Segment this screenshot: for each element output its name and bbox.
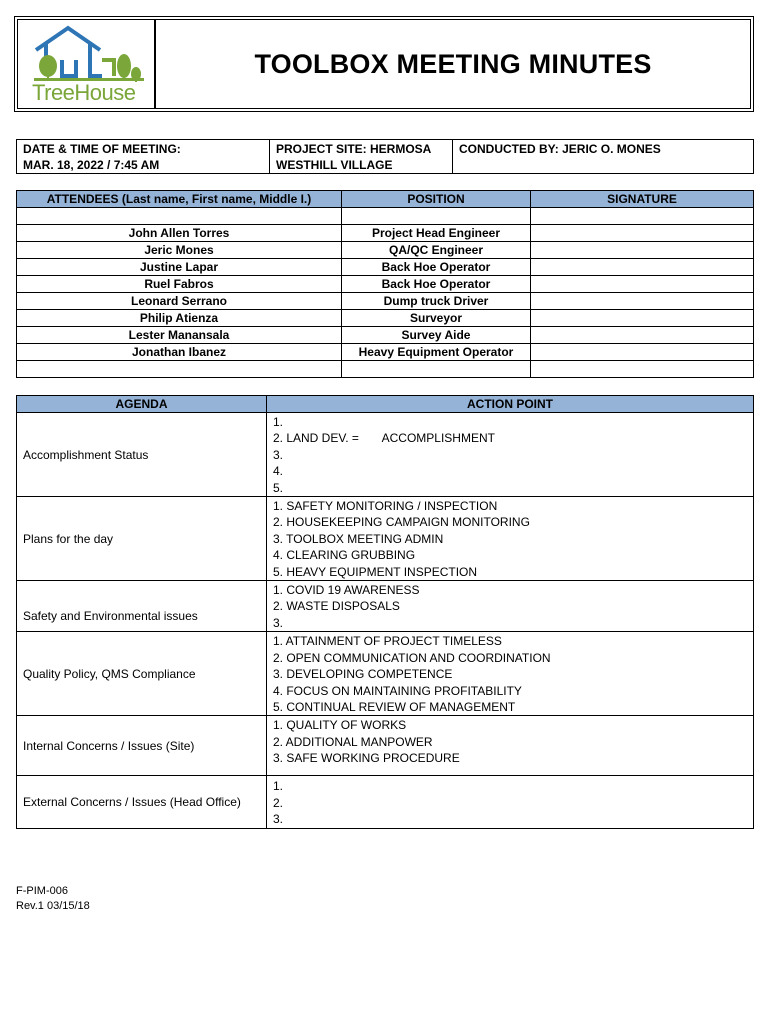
attendee-signature (531, 225, 754, 242)
action-point: 3. (273, 447, 284, 462)
action-point: 5. CONTINUAL REVIEW OF MANAGEMENT (273, 699, 516, 714)
action-points (267, 497, 754, 581)
action-point: 5. (273, 480, 284, 495)
attendee-name (17, 208, 342, 225)
attendee-signature (531, 344, 754, 361)
attendee-position: Surveyor (342, 310, 531, 327)
agenda-item: Internal Concerns / Issues (Site) (17, 716, 267, 776)
action-point: 3. (273, 812, 284, 827)
attendee-signature (531, 242, 754, 259)
action-point: 3. TOOLBOX MEETING ADMIN (273, 531, 444, 546)
attendee-position: Project Head Engineer (342, 225, 531, 242)
attendee-position: QA/QC Engineer (342, 242, 531, 259)
attendee-name: Lester Manansala (17, 327, 342, 344)
action-point: 2. HOUSEKEEPING CAMPAIGN MONITORING (273, 515, 530, 530)
action-point: 2. WASTE DISPOSALS (273, 599, 400, 614)
date-label: DATE & TIME OF MEETING: (23, 142, 181, 156)
meeting-info-table (16, 139, 754, 174)
action-point: 3. DEVELOPING COMPETENCE (273, 667, 453, 682)
action-points (267, 581, 754, 632)
action-points (267, 632, 754, 716)
date-value: MAR. 18, 2022 / 7:45 AM (23, 158, 160, 172)
attendees-header-row (17, 191, 754, 208)
attendee-signature (531, 259, 754, 276)
attendee-position: Heavy Equipment Operator (342, 344, 531, 361)
action-point: 3. SAFE WORKING PROCEDURE (273, 751, 460, 766)
position-header: POSITION (342, 191, 531, 208)
attendees-table (16, 190, 754, 378)
action-point: 5. HEAVY EQUIPMENT INSPECTION (273, 564, 478, 579)
table-row (17, 344, 754, 361)
agenda-header: AGENDA (17, 396, 267, 413)
agenda-row (17, 497, 754, 581)
project-site-cell (270, 140, 453, 174)
action-point: 1. (273, 415, 284, 429)
table-row (17, 276, 754, 293)
attendee-signature (531, 361, 754, 378)
action-point: 3. (273, 615, 284, 630)
project-site-line1: PROJECT SITE: HERMOSA (276, 142, 432, 156)
attendee-position: Dump truck Driver (342, 293, 531, 310)
attendee-name: Justine Lapar (17, 259, 342, 276)
attendee-name: Jonathan Ibanez (17, 344, 342, 361)
document-header (14, 16, 754, 112)
attendee-position: Survey Aide (342, 327, 531, 344)
attendee-name (17, 361, 342, 378)
agenda-item: Safety and Environmental issues (17, 581, 267, 632)
action-points (267, 716, 754, 776)
table-row (17, 225, 754, 242)
action-point: 1. QUALITY OF WORKS (273, 718, 407, 733)
company-logo (18, 20, 155, 108)
date-time-cell (17, 140, 270, 174)
agenda-item: Plans for the day (17, 497, 267, 581)
action-point: 4. CLEARING GRUBBING (273, 548, 416, 563)
attendee-position: Back Hoe Operator (342, 276, 531, 293)
agenda-row (17, 776, 754, 828)
action-point: 4. (273, 464, 284, 479)
signature-header: SIGNATURE (531, 191, 754, 208)
agenda-header-row (17, 396, 754, 413)
table-row (17, 327, 754, 344)
action-point: 1. (273, 779, 284, 794)
action-point: 2. OPEN COMMUNICATION AND COORDINATION (273, 650, 551, 665)
action-point-header: ACTION POINT (267, 396, 754, 413)
action-point: 2. (273, 795, 284, 810)
page-title: TOOLBOX MEETING MINUTES (254, 48, 652, 79)
attendee-name: Jeric Mones (17, 242, 342, 259)
action-point: 1. SAFETY MONITORING / INSPECTION (273, 499, 498, 514)
attendee-signature (531, 310, 754, 327)
table-row (17, 208, 754, 225)
title-cell (155, 20, 750, 108)
action-point: 1. ATTAINMENT OF PROJECT TIMELESS (273, 634, 502, 649)
agenda-row (17, 716, 754, 776)
attendee-position (342, 361, 531, 378)
table-row (17, 293, 754, 310)
agenda-table (16, 395, 754, 829)
table-row (17, 242, 754, 259)
attendee-name: Philip Atienza (17, 310, 342, 327)
action-point: 2. LAND DEV. = ACCOMPLISHMENT (273, 431, 495, 446)
agenda-item: Quality Policy, QMS Compliance (17, 632, 267, 716)
attendee-name: Leonard Serrano (17, 293, 342, 310)
agenda-row (17, 632, 754, 716)
action-point: 2. ADDITIONAL MANPOWER (273, 734, 433, 749)
action-point: 4. FOCUS ON MAINTAINING PROFITABILITY (273, 683, 522, 698)
conducted-by-cell (453, 140, 754, 174)
action-point: 1. COVID 19 AWARENESS (273, 583, 420, 598)
attendees-header: ATTENDEES (Last name, First name, Middle I.) (17, 191, 342, 208)
attendee-name: John Allen Torres (17, 225, 342, 242)
attendee-signature (531, 276, 754, 293)
logo-text: TreeHouse (32, 80, 136, 105)
table-row (17, 310, 754, 327)
attendee-name: Ruel Fabros (17, 276, 342, 293)
agenda-row (17, 581, 754, 632)
attendee-signature (531, 208, 754, 225)
agenda-row (17, 413, 754, 497)
table-row (17, 361, 754, 378)
agenda-item: External Concerns / Issues (Head Office) (17, 776, 267, 828)
attendee-position: Back Hoe Operator (342, 259, 531, 276)
attendee-signature (531, 293, 754, 310)
action-points (267, 776, 754, 828)
table-row (17, 259, 754, 276)
form-code: F-PIM-006 (16, 885, 68, 897)
attendee-position (342, 208, 531, 225)
project-site-line2: WESTHILL VILLAGE (276, 158, 393, 172)
revision-info: Rev.1 03/15/18 (16, 900, 90, 912)
conducted-by: CONDUCTED BY: JERIC O. MONES (459, 142, 661, 156)
attendee-signature (531, 327, 754, 344)
agenda-item: Accomplishment Status (17, 413, 267, 497)
action-points (267, 413, 754, 497)
